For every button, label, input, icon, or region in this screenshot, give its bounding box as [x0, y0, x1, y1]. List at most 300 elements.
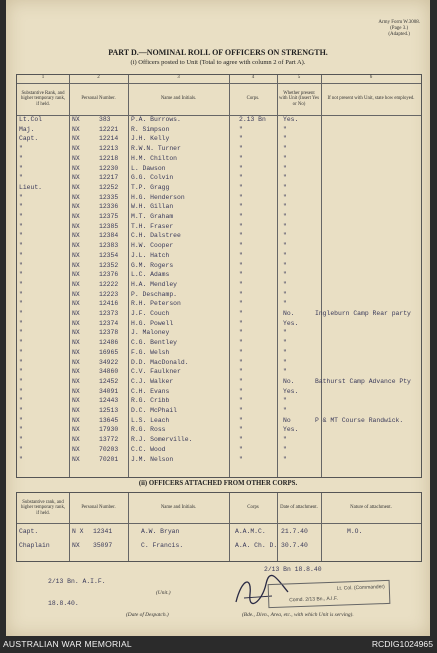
- cell-prefix: NX: [72, 436, 80, 444]
- cell-present: ": [283, 125, 287, 133]
- cell-number: 35097: [93, 542, 113, 549]
- cell-prefix: NX: [72, 397, 80, 405]
- cell-number: 12221: [99, 125, 119, 133]
- cell-corps: A.A.M.C.: [235, 528, 266, 535]
- cell-number: 12218: [99, 154, 119, 162]
- cell-prefix: NX: [72, 329, 80, 337]
- header2-name: Name and Initials.: [160, 505, 197, 511]
- cell-prefix: NX: [72, 310, 80, 317]
- cell-corps: ": [239, 300, 243, 308]
- header2-nature: Nature of attachment.: [350, 505, 392, 511]
- cell-rank: ": [19, 222, 23, 230]
- col-number: 3: [177, 75, 180, 80]
- officer-row: [17, 407, 421, 416]
- header2-rank: Substantive rank, and higher temporary rank, if held.: [20, 499, 66, 516]
- header-remarks: If not present with Unit, state how employed.: [327, 96, 415, 102]
- cell-name: C.J. Walker: [131, 377, 174, 385]
- cell-number: 12452: [99, 377, 119, 385]
- officer-row: [17, 213, 421, 222]
- officer-row: [17, 116, 421, 125]
- cell-prefix: NX: [72, 135, 80, 143]
- table-rule: [17, 523, 421, 524]
- cell-corps: ": [239, 445, 243, 453]
- header-number: Personal Number.: [81, 96, 116, 102]
- cell-number: 12443: [99, 397, 119, 405]
- officer-row: [17, 281, 421, 290]
- cell-name: A.W. Bryan: [141, 528, 180, 535]
- cell-present: No: [283, 416, 291, 424]
- officer-row: [17, 310, 421, 319]
- cell-number: 12513: [99, 407, 119, 414]
- col-number: 2: [97, 75, 100, 80]
- cell-corps: ": [239, 280, 243, 288]
- cell-name: C.H. Dalstree: [131, 232, 181, 240]
- cell-present: Yes.: [283, 387, 299, 395]
- cell-name: L. Dawson: [131, 164, 166, 172]
- cell-present: Yes.: [283, 319, 299, 327]
- archive-name: AUSTRALIAN WAR MEMORIAL: [3, 639, 132, 649]
- cell-number: 12374: [99, 319, 119, 327]
- officer-row: [17, 339, 421, 348]
- cell-prefix: NX: [72, 377, 80, 385]
- cell-corps: A.A. Ch. D.: [235, 542, 278, 549]
- cell-present: ": [283, 436, 287, 444]
- cell-name: L.C. Adams: [131, 271, 170, 279]
- cell-corps: ": [239, 261, 243, 269]
- cell-number: 12335: [99, 193, 119, 201]
- cell-present: ": [283, 183, 287, 191]
- officer-row: [17, 359, 421, 368]
- cell-number: 70203: [99, 445, 119, 453]
- cell-number: 12213: [99, 145, 119, 153]
- cell-name: R.J. Somerville.: [131, 436, 193, 444]
- cell-name: L.S. Leach: [131, 416, 170, 424]
- cell-prefix: NX: [72, 387, 80, 395]
- officer-row: [17, 126, 421, 135]
- officer-row: [17, 397, 421, 406]
- cell-present: ": [283, 329, 287, 337]
- cell-number: 12223: [99, 290, 119, 298]
- header-present: Whether present with Unit (Insert Yes or No): [279, 90, 319, 107]
- officer-row: [17, 378, 421, 387]
- cell-name: J.H. Kelly: [131, 135, 170, 143]
- cell-corps: ": [239, 242, 243, 250]
- cell-rank: ": [19, 329, 23, 337]
- commander-stamp: Lt. Col. (Commander) Comd. 2/13 Bn., A.I.F.: [268, 580, 391, 608]
- header2-corps: Corps: [247, 505, 259, 511]
- date-note: 2/13 Bn 18.8.40: [264, 566, 322, 573]
- cell-prefix: NX: [72, 368, 80, 376]
- cell-name: T.H. Fraser: [131, 222, 174, 230]
- cell-rank: ": [19, 319, 23, 327]
- col-number: 6: [369, 75, 373, 80]
- cell-corps: ": [239, 329, 243, 337]
- cell-rank: ": [19, 387, 23, 395]
- officer-row: [17, 223, 421, 232]
- cell-prefix: NX: [72, 251, 80, 259]
- archive-footer: [0, 636, 437, 653]
- cell-number: 12217: [99, 174, 119, 182]
- officer-row: [17, 426, 421, 435]
- cell-present: ": [283, 251, 287, 259]
- cell-rank: Maj.: [19, 125, 35, 133]
- cell-prefix: NX: [72, 203, 80, 211]
- cell-name: G.M. Rogers: [131, 261, 174, 269]
- cell-number: 12352: [99, 261, 119, 269]
- cell-rank: ": [19, 407, 23, 414]
- cell-rank: ": [19, 145, 23, 153]
- cell-prefix: NX: [72, 358, 80, 366]
- cell-name: R.G. Ross: [131, 426, 166, 434]
- cell-prefix: NX: [72, 242, 80, 250]
- cell-present: ": [283, 280, 287, 288]
- cell-name: C.H. Evans: [131, 387, 170, 395]
- header-name: Name and Initials.: [160, 96, 197, 102]
- cell-number: 34091: [99, 387, 119, 395]
- cell-nature: M.O.: [347, 528, 363, 535]
- officer-row: [17, 388, 421, 397]
- cell-corps: ": [239, 426, 243, 434]
- cell-present: ": [283, 455, 287, 463]
- cell-corps: ": [239, 145, 243, 153]
- cell-present: No.: [283, 310, 295, 317]
- unit-value: 2/13 Bn. A.I.F.: [48, 578, 106, 585]
- officer-row: [17, 349, 421, 358]
- cell-prefix: NX: [72, 261, 80, 269]
- cell-name: R.W.N. Turner: [131, 145, 181, 153]
- cell-number: 12375: [99, 213, 119, 220]
- cell-number: 12486: [99, 339, 119, 347]
- cell-present: ": [283, 261, 287, 269]
- officer-row: [17, 155, 421, 164]
- form-reference: Army Form W.3008. (Page 3.) (Adapted.): [378, 20, 420, 37]
- cell-prefix: NX: [72, 416, 80, 424]
- despatch-date-caption: (Date of Despatch.): [126, 612, 169, 618]
- cell-date: 30.7.40: [281, 542, 308, 549]
- cell-name: H.W. Cooper: [131, 242, 174, 250]
- cell-name: P. Deschamp.: [131, 290, 178, 298]
- attached-row: [17, 541, 421, 551]
- form-sheet: [6, 0, 430, 636]
- cell-corps: ": [239, 397, 243, 405]
- cell-number: 12385: [99, 222, 119, 230]
- officer-row: [17, 271, 421, 280]
- cell-number: 13645: [99, 416, 119, 424]
- cell-present: ": [283, 407, 287, 414]
- cell-number: 12383: [99, 242, 119, 250]
- cell-present: ": [283, 339, 287, 347]
- cell-rank: ": [19, 232, 23, 240]
- cell-corps: ": [239, 164, 243, 172]
- cell-corps: ": [239, 319, 243, 327]
- cell-rank: ": [19, 154, 23, 162]
- cell-prefix: NX: [72, 125, 80, 133]
- cell-present: ": [283, 445, 287, 453]
- cell-number: 12214: [99, 135, 119, 143]
- officer-row: [17, 135, 421, 144]
- cell-corps: ": [239, 154, 243, 162]
- cell-name: J. Maloney: [131, 329, 170, 337]
- cell-present: ": [283, 348, 287, 356]
- cell-name: H.A. Mendley: [131, 280, 178, 288]
- cell-name: R.H. Peterson: [131, 300, 181, 308]
- cell-name: C. Francis.: [141, 542, 184, 549]
- cell-prefix: NX: [72, 280, 80, 288]
- cell-name: J.F. Couch: [131, 310, 170, 317]
- cell-number: 34922: [99, 358, 119, 366]
- cell-number: 13772: [99, 436, 119, 444]
- cell-present: ": [283, 203, 287, 211]
- cell-prefix: NX: [72, 116, 80, 123]
- cell-rank: ": [19, 455, 23, 463]
- cell-name: D.C. McPhail: [131, 407, 178, 414]
- cell-date: 21.7.40: [281, 528, 308, 535]
- officer-row: [17, 194, 421, 203]
- cell-present: No.: [283, 377, 295, 385]
- cell-corps: ": [239, 290, 243, 298]
- cell-rank: ": [19, 310, 23, 317]
- cell-number: 16965: [99, 348, 119, 356]
- cell-corps: ": [239, 125, 243, 133]
- cell-rank: ": [19, 426, 23, 434]
- cell-rank: ": [19, 358, 23, 366]
- cell-corps: ": [239, 368, 243, 376]
- cell-name: J.M. Nelson: [131, 455, 174, 463]
- cell-name: R. Simpson: [131, 125, 170, 133]
- cell-rank: Lieut.: [19, 183, 43, 191]
- section-i-title: (i) Officers posted to Unit (Total to agree with column 2 of Part A).: [130, 59, 306, 66]
- officer-row: [17, 329, 421, 338]
- cell-prefix: NX: [72, 407, 80, 414]
- cell-number: 12373: [99, 310, 119, 317]
- cell-number: 17930: [99, 426, 119, 434]
- cell-number: 70201: [99, 455, 119, 463]
- officer-row: [17, 145, 421, 154]
- cell-rank: ": [19, 300, 23, 308]
- cell-corps: ": [239, 348, 243, 356]
- cell-present: ": [283, 154, 287, 162]
- cell-rank: ": [19, 213, 23, 220]
- cell-present: ": [283, 145, 287, 153]
- cell-present: ": [283, 290, 287, 298]
- cell-corps: ": [239, 271, 243, 279]
- cell-rank: ": [19, 339, 23, 347]
- cell-present: ": [283, 174, 287, 182]
- cell-prefix: NX: [72, 348, 80, 356]
- formation-caption: (Bde., Divn., Area, etc., with which Unit is serving).: [242, 612, 354, 618]
- part-d-title: PART D.—NOMINAL ROLL OF OFFICERS ON STRENGTH.: [108, 48, 328, 57]
- cell-prefix: NX: [72, 174, 80, 182]
- officer-row: [17, 291, 421, 300]
- cell-present: Yes.: [283, 426, 299, 434]
- cell-prefix: NX: [72, 145, 80, 153]
- despatch-date: 18.8.40.: [48, 600, 79, 607]
- cell-rank: ": [19, 416, 23, 424]
- col-number: 5: [297, 75, 301, 80]
- cell-prefix: NX: [72, 213, 80, 220]
- officer-row: [17, 368, 421, 377]
- cell-corps: ": [239, 213, 243, 220]
- cell-rank: ": [19, 348, 23, 356]
- cell-number: 12252: [99, 183, 119, 191]
- cell-rank: ": [19, 445, 23, 453]
- cell-rank: ": [19, 164, 23, 172]
- cell-rank: ": [19, 174, 23, 182]
- cell-prefix: NX: [72, 290, 80, 298]
- cell-prefix: NX: [72, 319, 80, 327]
- cell-present: Yes.: [283, 116, 299, 123]
- cell-name: C.V. Faulkner: [131, 368, 181, 376]
- cell-prefix: NX: [72, 193, 80, 201]
- cell-number: 12341: [93, 528, 113, 535]
- header2-date: Date of attachment.: [280, 505, 318, 511]
- officer-row: [17, 300, 421, 309]
- cell-rank: Capt.: [19, 135, 39, 143]
- cell-prefix: NX: [72, 271, 80, 279]
- header-corps: Corps.: [246, 96, 260, 102]
- unit-caption: (Unit.): [156, 590, 171, 596]
- officer-row: [17, 252, 421, 261]
- cell-present: ": [283, 213, 287, 220]
- cell-rank: ": [19, 261, 23, 269]
- cell-name: W.H. Gillan: [131, 203, 174, 211]
- officer-row: [17, 320, 421, 329]
- cell-rank: ": [19, 290, 23, 298]
- cell-name: M.T. Graham: [131, 213, 174, 220]
- cell-corps: ": [239, 251, 243, 259]
- cell-rank: Chaplain: [19, 542, 50, 549]
- officer-row: [17, 232, 421, 241]
- cell-number: 12376: [99, 271, 119, 279]
- cell-rank: ": [19, 397, 23, 405]
- cell-corps: ": [239, 407, 243, 414]
- cell-name: T.P. Gragg: [131, 183, 170, 191]
- cell-prefix: NX: [72, 426, 80, 434]
- cell-number: 12384: [99, 232, 119, 240]
- officers-table: [16, 74, 422, 478]
- cell-rank: ": [19, 368, 23, 376]
- cell-number: 12416: [99, 300, 119, 308]
- archive-id: RCDIG1024965: [371, 639, 433, 649]
- cell-prefix: NX: [72, 455, 80, 463]
- cell-name: H.G. Powell: [131, 319, 174, 327]
- cell-rank: ": [19, 203, 23, 211]
- officer-row: [17, 242, 421, 251]
- cell-number: 12378: [99, 329, 119, 337]
- cell-prefix: NX: [72, 183, 80, 191]
- cell-remarks: P & MT Course Randwick.: [315, 416, 404, 424]
- cell-prefix: NX: [72, 339, 80, 347]
- cell-name: P.A. Burrows.: [131, 116, 181, 123]
- cell-corps: 2.13 Bn: [239, 116, 266, 123]
- cell-name: G.G. Colvin: [131, 174, 174, 182]
- header-rank: Substantive Rank, and higher temporary rank, if held.: [20, 90, 66, 107]
- cell-corps: ": [239, 339, 243, 347]
- cell-rank: Lt.Col: [19, 116, 43, 123]
- cell-corps: ": [239, 232, 243, 240]
- cell-prefix: NX: [72, 222, 80, 230]
- cell-rank: ": [19, 242, 23, 250]
- cell-remarks: Ingleburn Camp Rear party: [315, 310, 411, 317]
- attached-row: [17, 527, 421, 537]
- cell-corps: ": [239, 310, 243, 317]
- cell-rank: ": [19, 251, 23, 259]
- cell-remarks: Bathurst Camp Advance Pty: [315, 377, 411, 385]
- attached-officers-table: [16, 492, 422, 562]
- cell-present: ": [283, 397, 287, 405]
- cell-rank: ": [19, 377, 23, 385]
- cell-corps: ": [239, 203, 243, 211]
- officer-row: [17, 417, 421, 426]
- cell-present: ": [283, 193, 287, 201]
- officer-row: [17, 446, 421, 455]
- cell-rank: ": [19, 271, 23, 279]
- cell-corps: ": [239, 358, 243, 366]
- cell-rank: ": [19, 193, 23, 201]
- cell-name: C.C. Wood: [131, 445, 166, 453]
- col-number: 4: [251, 75, 255, 80]
- cell-prefix: NX: [72, 542, 80, 549]
- cell-rank: ": [19, 280, 23, 288]
- cell-name: D.D. MacDonald.: [131, 358, 189, 366]
- cell-corps: ": [239, 416, 243, 424]
- cell-corps: ": [239, 455, 243, 463]
- cell-present: ": [283, 271, 287, 279]
- officer-row: [17, 436, 421, 445]
- officer-row: [17, 174, 421, 183]
- cell-present: ": [283, 164, 287, 172]
- header2-number: Personal Number.: [81, 505, 116, 511]
- cell-number: 12354: [99, 251, 119, 259]
- officer-row: [17, 184, 421, 193]
- cell-present: ": [283, 222, 287, 230]
- cell-number: 34860: [99, 368, 119, 376]
- cell-prefix: N X: [72, 528, 84, 535]
- cell-present: ": [283, 358, 287, 366]
- cell-name: R.G. Cribb: [131, 397, 170, 405]
- cell-prefix: NX: [72, 154, 80, 162]
- cell-name: H.G. Henderson: [131, 193, 185, 201]
- cell-rank: Capt.: [19, 528, 39, 535]
- cell-corps: ": [239, 436, 243, 444]
- cell-name: H.M. Chilton: [131, 154, 178, 162]
- cell-present: ": [283, 368, 287, 376]
- cell-prefix: NX: [72, 300, 80, 308]
- cell-name: F.G. Welsh: [131, 348, 170, 356]
- cell-rank: ": [19, 436, 23, 444]
- section-ii-title: (ii) OFFICERS ATTACHED FROM OTHER CORPS.: [138, 480, 298, 487]
- officer-row: [17, 262, 421, 271]
- cell-name: J.L. Hatch: [131, 251, 170, 259]
- cell-number: 12336: [99, 203, 119, 211]
- cell-corps: ": [239, 377, 243, 385]
- cell-corps: ": [239, 135, 243, 143]
- cell-present: ": [283, 232, 287, 240]
- cell-prefix: NX: [72, 445, 80, 453]
- cell-prefix: NX: [72, 164, 80, 172]
- officer-row: [17, 203, 421, 212]
- cell-prefix: NX: [72, 232, 80, 240]
- cell-number: 12230: [99, 164, 119, 172]
- officer-row: [17, 165, 421, 174]
- cell-corps: ": [239, 183, 243, 191]
- cell-corps: ": [239, 387, 243, 395]
- cell-corps: ": [239, 174, 243, 182]
- officer-row: [17, 456, 421, 465]
- cell-number: 12222: [99, 280, 119, 288]
- cell-present: ": [283, 242, 287, 250]
- col-number: 1: [41, 75, 45, 80]
